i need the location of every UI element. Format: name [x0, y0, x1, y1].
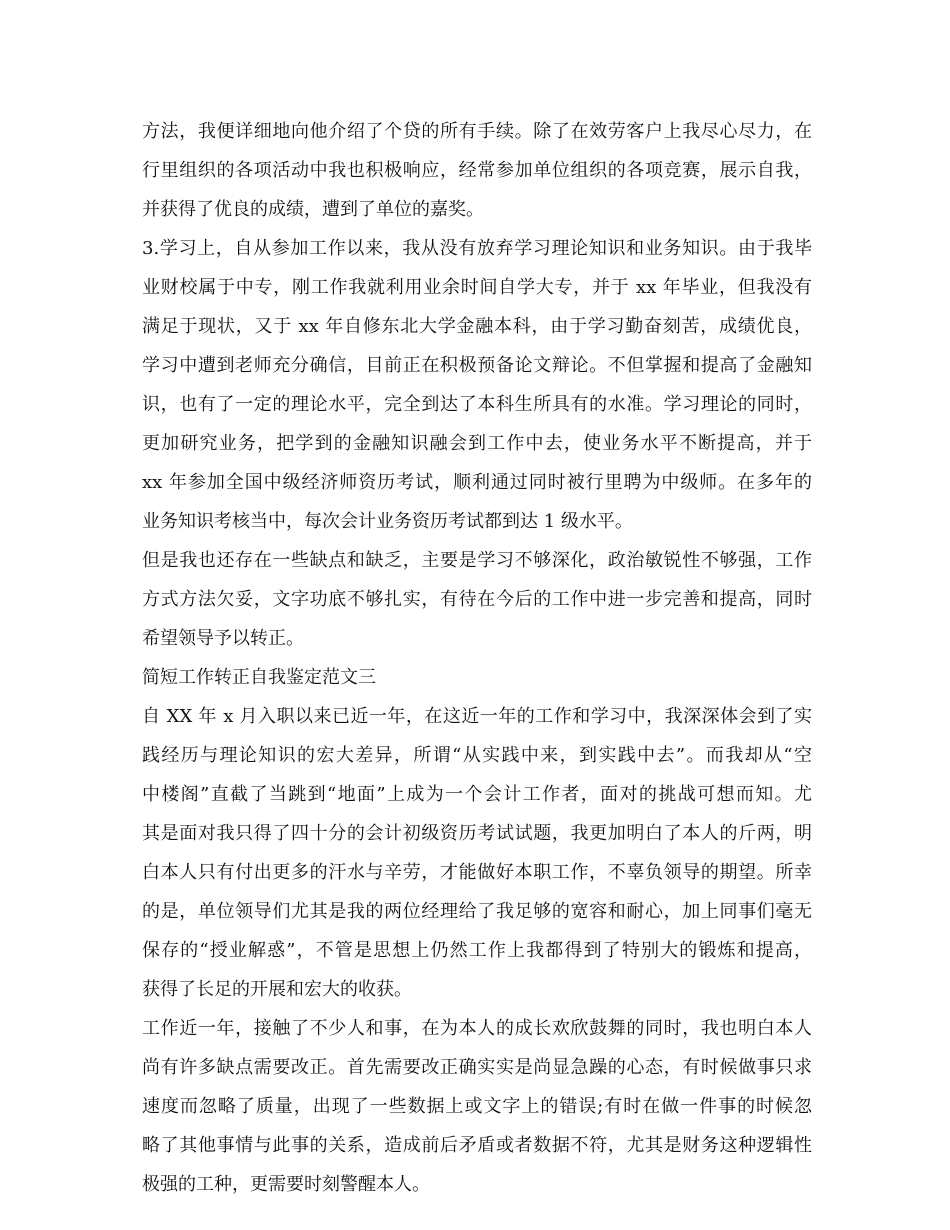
text-line: 方法，我便详细地向他介绍了个贷的所有手续。除了在效劳客户上我尽心尽力，在: [142, 121, 812, 142]
text-line: xx 年参加全国中级经济师资历考试，顺利通过同时被行里聘为中级师。在多年的: [142, 472, 812, 493]
text-line: 行里组织的各项活动中我也积极响应，经常参加单位组织的各项竞赛，展示自我，: [142, 160, 812, 181]
text-line: 方式方法欠妥，文字功底不够扎实，有待在今后的工作中进一步完善和提高，同时: [142, 589, 812, 610]
text-line: 3.学习上，自从参加工作以来，我从没有放弃学习理论知识和业务知识。由于我毕: [142, 238, 812, 259]
text-line: 尚有许多缺点需要改正。首先需要改正确实实是尚显急躁的心态，有时候做事只求: [142, 1057, 812, 1078]
text-line: 践经历与理论知识的宏大差异，所谓“从实践中来，到实践中去”。而我却从“空: [142, 745, 812, 766]
text-line: 希望领导予以转正。: [142, 628, 304, 649]
text-line: 业务知识考核当中，每次会计业务资历考试都到达 1 级水平。: [142, 511, 633, 532]
text-line: 的是，单位领导们尤其是我的两位经理给了我足够的宽容和耐心，加上同事们毫无: [142, 901, 812, 922]
text-line: 获得了长足的开展和宏大的收获。: [142, 979, 412, 1000]
document-body: [142, 112, 812, 1204]
text-line: 保存的“授业解惑”，不管是思想上仍然工作上我都得到了特别大的锻炼和提高，: [142, 940, 812, 961]
text-line: 工作近一年，接触了不少人和事，在为本人的成长欢欣鼓舞的同时，我也明白本人: [142, 1018, 812, 1039]
text-line: 学习中遭到老师充分确信，目前正在积极预备论文辩论。不但掌握和提高了金融知: [142, 355, 812, 376]
text-line: 但是我也还存在一些缺点和缺乏，主要是学习不够深化，政治敏锐性不够强，工作: [142, 550, 812, 571]
text-line: 并获得了优良的成绩，遭到了单位的嘉奖。: [142, 199, 484, 220]
text-line: 自 XX 年 x 月入职以来已近一年，在这近一年的工作和学习中，我深深体会到了实: [142, 706, 812, 727]
text-line: 中楼阁”直截了当跳到“地面”上成为一个会计工作者，面对的挑战可想而知。尤: [142, 784, 812, 805]
text-line: 白本人只有付出更多的汗水与辛劳，才能做好本职工作，不辜负领导的期望。所幸: [142, 862, 812, 883]
text-line: 满足于现状，又于 xx 年自修东北大学金融本科，由于学习勤奋刻苦，成绩优良，: [142, 316, 812, 337]
text-line: 业财校属于中专，刚工作我就利用业余时间自学大专，并于 xx 年毕业，但我没有: [142, 277, 812, 298]
text-line: 识，也有了一定的理论水平，完全到达了本科生所具有的水准。学习理论的同时，: [142, 394, 812, 415]
text-line: 略了其他事情与此事的关系，造成前后矛盾或者数据不符，尤其是财务这种逻辑性: [142, 1135, 812, 1156]
text-line: 极强的工种，更需要时刻警醒本人。: [142, 1174, 430, 1195]
section-heading: 简短工作转正自我鉴定范文三: [142, 667, 376, 688]
text-line: 更加研究业务，把学到的金融知识融会到工作中去，使业务水平不断提高，并于: [142, 433, 812, 454]
text-line: 其是面对我只得了四十分的会计初级资历考试试题，我更加明白了本人的斤两，明: [142, 823, 812, 844]
text-line: 速度而忽略了质量，出现了一些数据上或文字上的错误;有时在做一件事的时候忽: [142, 1096, 812, 1117]
